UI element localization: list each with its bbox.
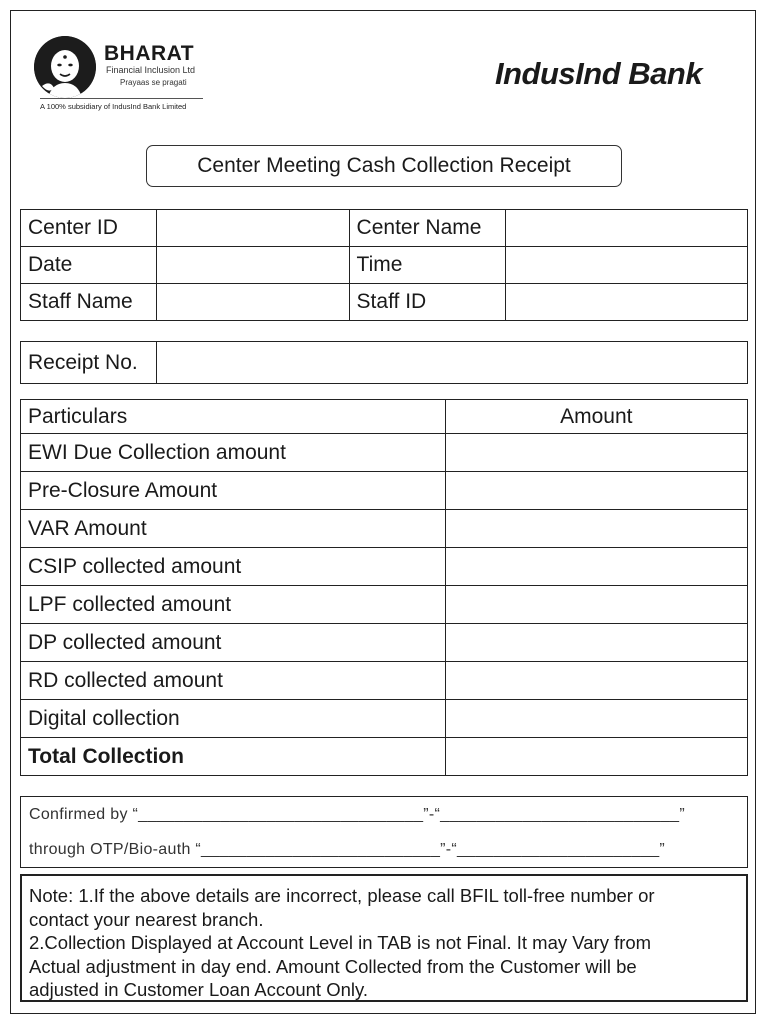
note-section [20,874,748,1002]
meeting-info-table [20,209,748,321]
receipt-number-field[interactable] [156,342,747,384]
table-row [21,510,748,548]
confirmed-by-line: Confirmed by “_______________________________”-“__________________________” [29,806,685,823]
note-line: 2.Collection Displayed at Account Level in TAB is not Final. It may Vary from [29,932,652,953]
staff-name-field[interactable] [156,284,349,321]
total-row [21,738,748,776]
logo-tagline: Prayaas se pragati [120,78,187,87]
table-row [21,210,748,247]
table-row [21,548,748,586]
table-row [21,247,748,284]
row-label: EWI Due Collection amount [21,434,446,472]
logo-divider [40,98,203,99]
staff-id-field[interactable] [505,284,748,321]
time-field[interactable] [505,247,748,284]
receipt-number-table [20,341,748,384]
note-line: Actual adjustment in day end. Amount Collected from the Customer will be [29,955,637,977]
time-label: Time [349,247,505,284]
amount-field[interactable] [445,510,747,548]
row-label: VAR Amount [21,510,446,548]
row-label: RD collected amount [21,662,446,700]
amount-field[interactable] [445,700,747,738]
otp-bio-auth-line: through OTP/Bio-auth “__________________________”-“______________________” [29,841,666,858]
form-title: Center Meeting Cash Collection Receipt [146,145,622,187]
staff-name-label: Staff Name [21,284,157,321]
particulars-header: Particulars [21,400,446,434]
logo-subtitle: Financial Inclusion Ltd [106,65,196,75]
logo-brand: BHARAT [104,42,195,65]
table-row [21,700,748,738]
amount-header: Amount [445,400,747,434]
total-label: Total Collection [21,738,446,776]
amount-field[interactable] [445,548,747,586]
amount-field[interactable] [445,586,747,624]
amount-field[interactable] [445,662,747,700]
total-amount-field[interactable] [445,738,747,776]
center-id-field[interactable] [156,210,349,247]
row-label: Digital collection [21,700,446,738]
confirmation-section [20,796,748,868]
bank-logo: IndusInd Bank [495,56,703,91]
receipt-number-label: Receipt No. [21,342,157,384]
row-label: DP collected amount [21,624,446,662]
bharat-logo [34,36,209,116]
note-line: adjusted in Customer Loan Account Only. [29,979,369,1000]
date-field[interactable] [156,247,349,284]
table-row [21,284,748,321]
note-line: Note: 1.If the above details are incorrect, please call BFIL toll-free number or [29,885,655,906]
note-line: contact your nearest branch. [29,908,264,930]
center-name-label: Center Name [349,210,505,247]
table-row [21,662,748,700]
woman-face-icon [34,36,96,98]
row-label: CSIP collected amount [21,548,446,586]
table-row [21,342,748,384]
table-row [21,472,748,510]
center-id-label: Center ID [21,210,157,247]
collection-table [20,399,748,776]
table-row [21,624,748,662]
table-header-row [21,400,748,434]
row-label: LPF collected amount [21,586,446,624]
amount-field[interactable] [445,624,747,662]
amount-field[interactable] [445,472,747,510]
logo-subsidiary-note: A 100% subsidiary of IndusInd Bank Limited [40,102,187,111]
staff-id-label: Staff ID [349,284,505,321]
table-row [21,434,748,472]
row-label: Pre-Closure Amount [21,472,446,510]
table-row [21,586,748,624]
date-label: Date [21,247,157,284]
center-name-field[interactable] [505,210,748,247]
amount-field[interactable] [445,434,747,472]
